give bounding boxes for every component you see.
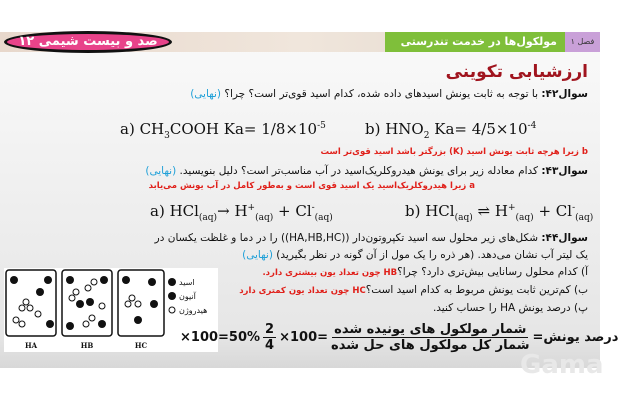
book-title: صد و بیست شیمی ۱۲ bbox=[4, 31, 172, 53]
label-ha: HA bbox=[24, 341, 38, 350]
label-hb: HB bbox=[80, 341, 94, 350]
header-bar bbox=[0, 32, 600, 52]
q43-answer: a زیرا هیدروکلریک‌اسید یک اسید قوی است و به‌طور کامل در آب یونش می‌یابد bbox=[148, 181, 475, 191]
q44-line2: یک لیتر آب نشان می‌دهد. (هر ذره را یک مول از آن گونه در نظر بگیرید) (نهایی) bbox=[242, 249, 588, 261]
ionization-formula: درصد یونش = شمار مولکول های یونیده شده شمار کل مولکول های حل شده ×100= $\frac{2}{4}$ ×100=50% bbox=[180, 322, 618, 353]
legend-acid: اسید bbox=[179, 278, 195, 287]
lesson-title: مولکول‌ها در خدمت تندرستی bbox=[385, 32, 565, 52]
legend-hydrogen: هیدروژن bbox=[179, 306, 208, 315]
q43-option-b: b) HCl$_{(aq)}$ ⇌ $H^+_{(aq)} + Cl^-_{(aq)}$ bbox=[405, 202, 594, 223]
q42-option-a: a) $CH_3COOH$ $Ka= 1/8\times 10^{-5}$ bbox=[120, 120, 326, 141]
slide bbox=[0, 32, 618, 380]
q43-text: سوال۴۳: کدام معادله زیر برای یونش هیدروکلریک‌اسید در آب مناسب‌تر است؟ دلیل بنویسید. (نهایی) bbox=[145, 165, 588, 177]
q42-text: سوال۴۲: با توجه به ثابت یونش اسیدهای داده شده، کدام اسید قوی‌تر است؟ چرا؟ (نهایی) bbox=[190, 88, 588, 100]
q42-answer: b زیرا هرچه ثابت یونش اسید (K) بزرگتر باشد اسید قوی‌تر است bbox=[320, 147, 588, 157]
gama-watermark: Gama bbox=[520, 350, 604, 380]
label-hc: HC bbox=[134, 341, 148, 350]
q44-c: پ) درصد یونش HA را حساب کنید. bbox=[432, 302, 588, 314]
section-title: ارزشیابی تکوینی bbox=[445, 62, 588, 82]
q44-line1: سوال۴۴: شکل‌های زیر محلول سه اسید تکپروتون‌دار ((HA,HB,HC)) را در دما و غلظت یکسان در bbox=[154, 232, 588, 244]
q44-a: آ) کدام محلول رسانایی بیش‌تری دارد؟ چرا؟HB چون تعداد یون بیشتری دارد. bbox=[262, 266, 588, 278]
chapter-label: فصل ۱ bbox=[565, 32, 600, 52]
q44-b: ب) کم‌ترین ثابت یونش مربوط به کدام اسید است؟HC چون تعداد یون کمتری دارد bbox=[239, 284, 588, 296]
q42-option-b: b) $HNO_2$ $Ka= 4/5\times 10^{-4}$ bbox=[365, 120, 537, 141]
q43-option-a: a) $HCl_{(aq)}\to H^+_{(aq)} + Cl^-_{(aq)}$ bbox=[150, 202, 333, 223]
legend-anion: آنیون bbox=[179, 292, 196, 301]
